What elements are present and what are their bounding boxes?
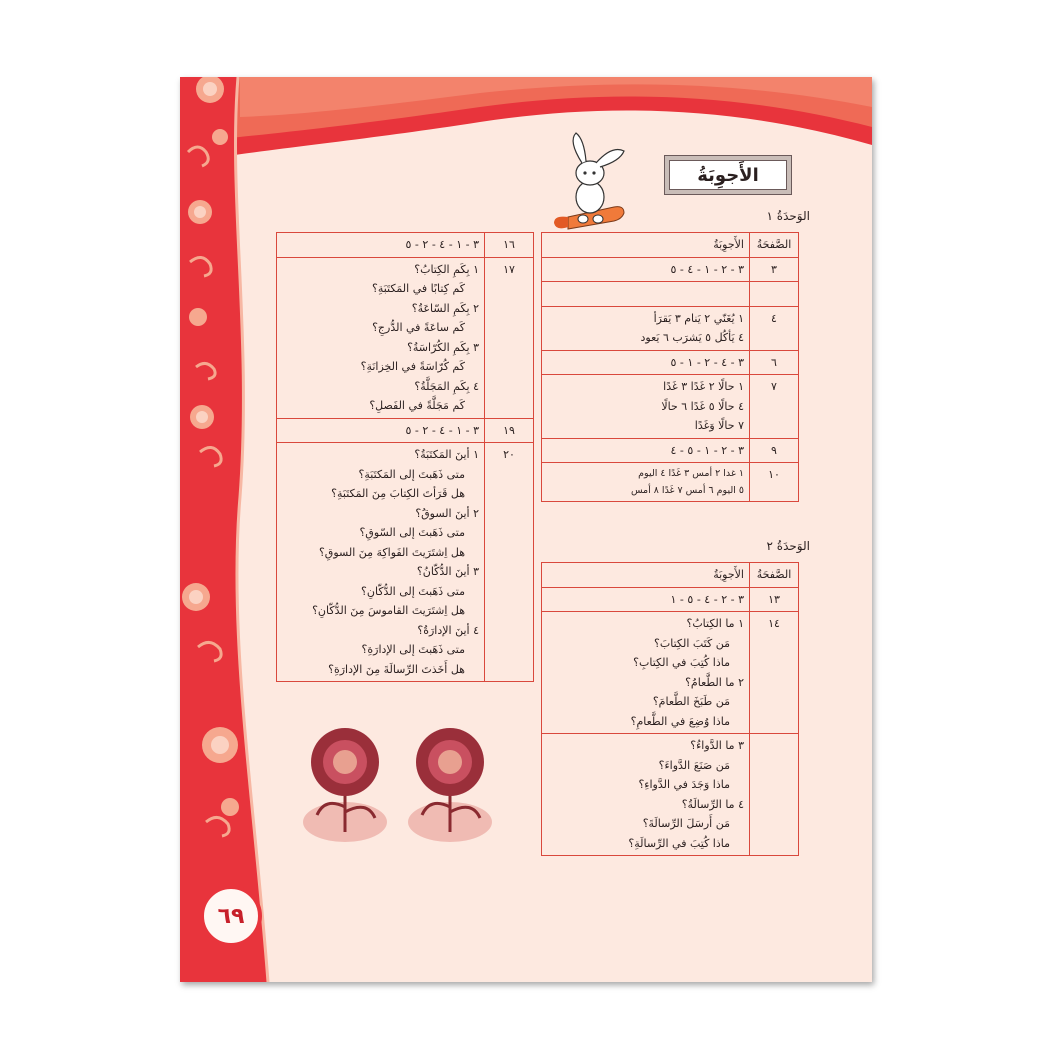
table-row: ١٦ ٣ - ١ - ٤ - ٢ - ٥ <box>277 233 534 258</box>
header-page: الصَّفحَةُ <box>750 563 799 588</box>
left-table <box>276 232 534 682</box>
table-row: ٢٠ ١ أينَ المَكتَبَةُ؟ متى ذَهَبتَ إلى المَكتَبَةِ؟ هل قَرَأتَ الكِتابَ مِنَ المَكتَبَةِ؟ ٢ أينَ السوقُ؟ متى ذَهَبتَ إلى السّوقِ؟ هل اِشتَرَيتَ الفَواكِهَ مِنَ السوقِ؟ ٣ أينَ الدُّكّانُ؟ متى ذَهَبتَ إلى الدُّكّانِ؟ هل اِشتَرَيتَ القاموسَ مِنَ الدُّكّانِ؟ ٤ أينَ الإدارَةُ؟ متى ذَهَبتَ إلى الإدارَةِ؟ هل أَخَذتَ الرِّسالَةَ مِنَ الإدارَةِ؟ <box>277 443 534 682</box>
unit1-table <box>541 232 799 502</box>
table-row: ١٩ ٣ - ١ - ٤ - ٢ - ٥ <box>277 418 534 443</box>
answer-page <box>180 77 872 982</box>
table-row: ١٠ ١ غدا ٢ أمس ٣ غَدًا ٤ اليوم ٥ اليوم ٦ أمس ٧ غَدًا ٨ أمس <box>542 463 799 502</box>
unit1-label: الوَحدَةُ ١ <box>766 209 810 223</box>
table-row: ٧ ١ حالًا ٢ غَدًا ٣ غَدًا ٤ حالًا ٥ غَدًا ٦ حالًا ٧ حالًا وَغَدًا <box>542 375 799 439</box>
unit2-table <box>541 562 799 856</box>
table-row: ١٧ ١ بِكَمِ الكِتابُ؟ كَم كِتابًا في المَكتَبَةِ؟ ٢ بِكَمِ السّاعَةُ؟ كَم ساعَةً في الدُّرجِ؟ ٣ بِكَمِ الكُرّاسَةُ؟ كَم كُرّاسَةً في الخِزانَةِ؟ ٤ بِكَمِ المَجَلَّةُ؟ كَم مَجَلَّةً في الفَصلِ؟ <box>277 257 534 418</box>
table-row: ٣ ما الدَّواءُ؟ مَن صَنَعَ الدَّواءَ؟ ماذا وَجَدَ في الدَّواءِ؟ ٤ ما الرِّسالَةُ؟ مَن أَرسَلَ الرِّسالَةَ؟ ماذا كُتِبَ في الرِّسالَةِ؟ <box>542 734 799 856</box>
unit2-label: الوَحدَةُ ٢ <box>766 539 810 553</box>
table-row: ٦ ٣ - ٤ - ٢ - ١ - ٥ <box>542 350 799 375</box>
rabbit-illustration <box>554 133 624 229</box>
table-row: ١٣ ٣ - ٢ - ٤ - ٥ - ١ <box>542 587 799 612</box>
table-row: ١٤ ١ ما الكِتابُ؟ مَن كَتَبَ الكِتابَ؟ ماذا كُتِبَ في الكِتابِ؟ ٢ ما الطَّعامُ؟ مَن طَبَخَ الطَّعامَ؟ ماذا وُضِعَ في الطَّعامِ؟ <box>542 612 799 734</box>
header-page: الصَّفحَةُ <box>750 233 799 258</box>
table-row: ٤ ١ يُغَنّي ٢ يَنام ٣ يَقرَأ ٤ يَأكُل ٥ يَشرَب ٦ يَعود <box>542 306 799 350</box>
table-row <box>542 282 799 307</box>
title-frame <box>664 155 792 195</box>
table-row: ٩ ٣ - ٢ - ١ - ٥ - ٤ <box>542 438 799 463</box>
page-number: ٦٩ <box>200 885 262 947</box>
header-answers: الأَجوِبَةُ <box>542 563 750 588</box>
page-title: الأَجوِبَةُ <box>669 160 787 190</box>
header-answers: الأَجوِبَةُ <box>542 233 750 258</box>
flower-illustration <box>303 728 492 842</box>
table-row: ٣ ٣ - ٢ - ١ - ٤ - ٥ <box>542 257 799 282</box>
